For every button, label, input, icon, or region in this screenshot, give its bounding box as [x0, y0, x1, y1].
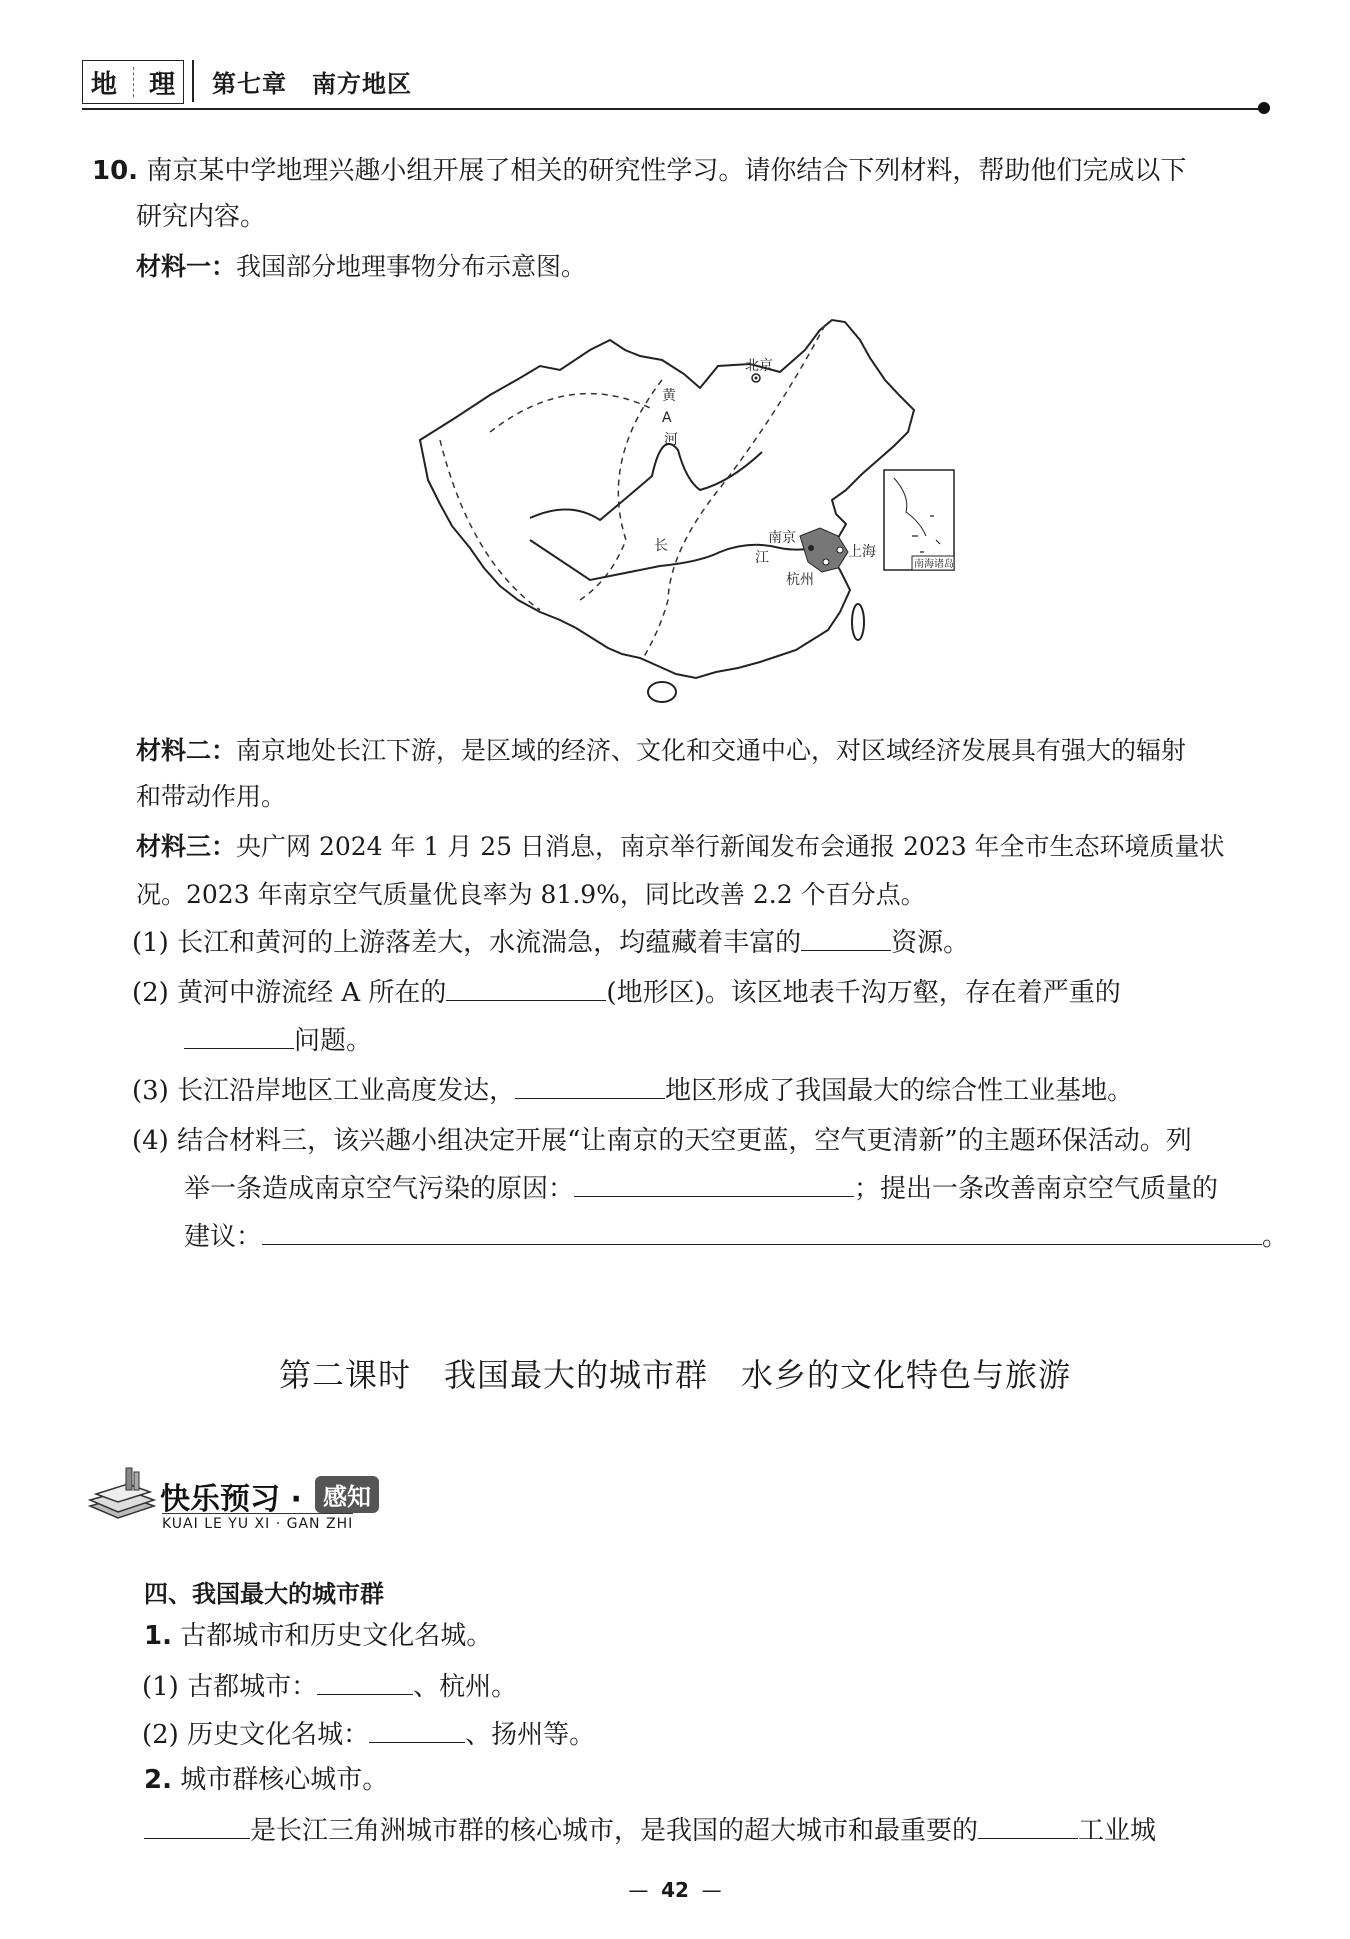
section4-heading: 四、我国最大的城市群 [144, 1580, 384, 1608]
map-label-beijing: 北京 [745, 358, 773, 374]
item1b-blank[interactable] [369, 1712, 465, 1743]
books-icon [86, 1466, 158, 1526]
material2 [136, 728, 1186, 774]
inset-label: 南海诸岛 [914, 559, 954, 570]
item2-line-text-a: 是长江三角洲城市群的核心城市，是我国的超大城市和最重要的 [250, 1816, 979, 1846]
map-label-a: A [662, 410, 672, 426]
header-divider [192, 60, 194, 102]
map-label-nanjing: 南京 [768, 530, 796, 546]
item2-line-text-b: 工业城 [1078, 1816, 1157, 1846]
sub4-text-e: 。 [1262, 1222, 1289, 1252]
page-number-value: 42 [661, 1878, 689, 1902]
subject-char-left: 地 [90, 69, 117, 100]
sub4-blank-2[interactable] [262, 1214, 1262, 1245]
item1b-text-a: 历史文化名城： [187, 1720, 370, 1750]
inset-frame [884, 470, 954, 570]
subquestion-4 [132, 1118, 1192, 1164]
sub4-text-a: 结合材料三，该兴趣小组决定开展“让南京的天空更蓝，空气更清新”的主题环保活动。列 [177, 1126, 1192, 1156]
preview-label: 快乐预习 · [160, 1482, 302, 1517]
material3-text-line2: 况。2023 年南京空气质量优良率为 81.9%，同比改善 2.2 个百分点。 [136, 880, 926, 909]
section4-item2-line [144, 1808, 1156, 1851]
preview-pinyin: KUAI LE YU XI · GAN ZHI [162, 1513, 353, 1532]
section4-item2 [144, 1760, 388, 1800]
material3-label: 材料三： [136, 832, 237, 861]
china-map [400, 300, 960, 720]
item1a-number: (1) [142, 1672, 179, 1702]
sub4-text-c: ；提出一条改善南京空气质量的 [854, 1174, 1219, 1204]
question-intro-line1: 南京某中学地理兴趣小组开展了相关的研究性学习。请你结合下列材料，帮助他们完成以下 [146, 156, 1187, 186]
item1a-blank[interactable] [317, 1664, 413, 1695]
section4-item1 [144, 1616, 492, 1656]
sub4-blank-1[interactable] [574, 1166, 854, 1197]
sub2-blank-1[interactable] [446, 970, 606, 1001]
item1a-text-a: 古都城市： [187, 1672, 318, 1702]
header-rule [82, 108, 1262, 110]
nanjing-dot [808, 545, 814, 551]
sub2-text-a: 黄河中游流经 A 所在的 [177, 978, 447, 1008]
item1a-text-b: 、杭州。 [413, 1672, 518, 1702]
subquestion-2-line2 [184, 1018, 372, 1064]
question-intro [92, 148, 1186, 194]
yangtze-river [530, 540, 826, 580]
sub4-text-d: 建议： [184, 1222, 263, 1252]
lesson-title: 第二课时 我国最大的城市群 水乡的文化特色与旅游 [278, 1356, 1071, 1394]
item2-text: 城市群核心城市。 [180, 1765, 389, 1795]
shanghai-dot [837, 547, 843, 553]
material1-text: 我国部分地理事物分布示意图。 [236, 252, 587, 281]
chapter-title: 第七章 南方地区 [212, 69, 412, 98]
material2-label: 材料二： [136, 736, 237, 765]
sub4-text-b: 举一条造成南京空气污染的原因： [184, 1174, 575, 1204]
sub3-blank[interactable] [515, 1068, 665, 1099]
sub2-text-b: (地形区)。该区地表千沟万壑，存在着严重的 [606, 978, 1121, 1008]
material2-text-line2: 和带动作用。 [136, 782, 287, 811]
subquestion-4-line2 [184, 1166, 1218, 1212]
item2-number: 2. [144, 1765, 172, 1795]
preview-tag: 感知 [315, 1476, 379, 1513]
map-label-chang: 长 [654, 538, 668, 554]
hainan-island [648, 682, 676, 702]
yellow-river [530, 444, 762, 520]
sub1-blank[interactable] [801, 920, 891, 951]
map-label-hangzhou: 杭州 [786, 572, 814, 588]
map-label-shanghai: 上海 [848, 544, 876, 560]
hangzhou-dot [823, 559, 829, 565]
beijing-dot-inner [755, 377, 758, 380]
item2-blank-1[interactable] [144, 1808, 250, 1839]
subquestion-3 [132, 1068, 1133, 1114]
subquestion-2 [132, 970, 1121, 1016]
map-label-he: 河 [664, 432, 678, 448]
sub3-text-a: 长江沿岸地区工业高度发达， [177, 1076, 516, 1106]
material3-text-line1: 央广网 2024 年 1 月 25 日消息，南京举行新闻发布会通报 2023 年全市生态环境质量状 [236, 832, 1225, 861]
page-number: — 42 — [628, 1878, 722, 1902]
item1-text: 古都城市和历史文化名城。 [180, 1621, 493, 1651]
dashed-line-2 [490, 394, 650, 432]
taiwan-island [852, 604, 864, 640]
subject-box [82, 60, 184, 104]
sub3-number: (3) [132, 1076, 169, 1106]
dashed-line-1 [440, 440, 540, 610]
map-label-jiang: 江 [755, 550, 769, 566]
material1-label: 材料一： [136, 252, 237, 281]
sub1-number: (1) [132, 928, 169, 958]
item1b-number: (2) [142, 1720, 179, 1750]
sub4-number: (4) [132, 1126, 169, 1156]
item2-blank-2[interactable] [978, 1808, 1078, 1839]
sub2-blank-2[interactable] [184, 1018, 294, 1049]
sub1-text-a: 长江和黄河的上游落差大，水流湍急，均蕴藏着丰富的 [177, 928, 802, 958]
material3 [136, 824, 1225, 870]
item1b-text-b: 、扬州等。 [465, 1720, 596, 1750]
subquestion-1 [132, 920, 969, 966]
map-label-huang: 黄 [662, 388, 676, 404]
china-outline [420, 320, 914, 678]
subquestion-4-line3 [184, 1214, 1288, 1260]
subject-char-right: 理 [149, 69, 176, 100]
item1-number: 1. [144, 1621, 172, 1651]
dashed-line-4 [642, 325, 825, 660]
question-intro-line2: 研究内容。 [136, 202, 267, 232]
section4-item1a [142, 1664, 517, 1707]
sub3-text-b: 地区形成了我国最大的综合性工业基地。 [665, 1076, 1134, 1106]
material1 [136, 244, 586, 290]
sub2-number: (2) [132, 978, 169, 1008]
section4-item1b [142, 1712, 595, 1755]
question-number: 10. [92, 156, 139, 186]
header-dot [1258, 102, 1270, 114]
dashed-line-3 [580, 380, 662, 600]
material2-text-line1: 南京地处长江下游，是区域的经济、文化和交通中心，对区域经济发展具有强大的辐射 [236, 736, 1187, 765]
sub1-text-b: 资源。 [891, 928, 970, 958]
sub2-text-c: 问题。 [294, 1026, 373, 1056]
